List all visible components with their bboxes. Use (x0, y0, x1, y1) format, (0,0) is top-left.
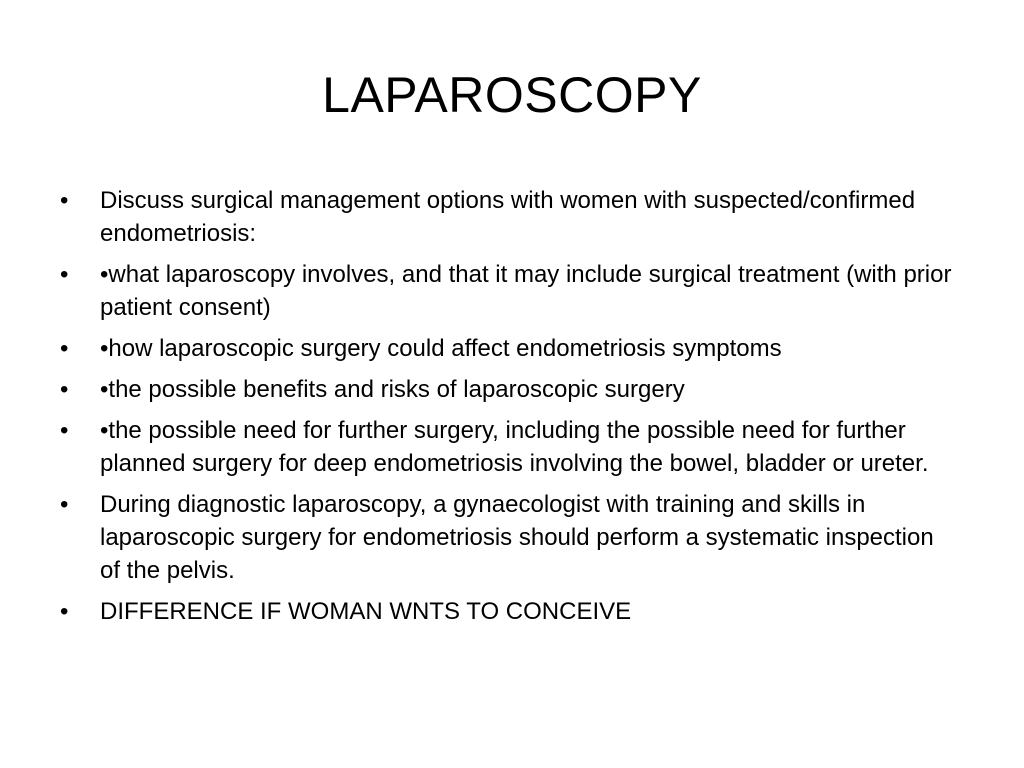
list-item (60, 184, 960, 250)
bullet-text: DIFFERENCE IF WOMAN WNTS TO CONCEIVE (100, 598, 632, 625)
bullet-text: •the possible benefits and risks of laparoscopic surgery (100, 376, 685, 403)
bullet-text: During diagnostic laparoscopy, a gynaecologist with training and skills in laparoscopic surgery for endometriosis should perform a systematic inspection of the pelvis. (100, 491, 934, 584)
bullet-icon: • (60, 261, 69, 288)
list-item (60, 332, 960, 365)
bullet-text: •the possible need for further surgery, including the possible need for further planned surgery for deep endometriosis involving the bowel, bladder or ureter. (100, 417, 929, 477)
bullet-icon: • (60, 417, 69, 444)
list-item (60, 414, 960, 480)
bullet-text: Discuss surgical management options with women with suspected/confirmed endometriosis: (100, 187, 916, 247)
list-item (60, 488, 960, 587)
list-item (60, 258, 960, 324)
bullet-icon: • (60, 598, 69, 625)
bullet-text: •how laparoscopic surgery could affect endometriosis symptoms (100, 335, 782, 362)
bullet-text: •what laparoscopy involves, and that it may include surgical treatment (with prior patient consent) (100, 261, 952, 321)
bullet-icon: • (60, 491, 69, 518)
bullet-icon: • (60, 376, 69, 403)
list-item (60, 373, 960, 406)
slide-title: LAPAROSCOPY (322, 67, 702, 123)
bullet-list (60, 184, 960, 636)
list-item (60, 595, 960, 628)
bullet-icon: • (60, 335, 69, 362)
bullet-icon: • (60, 187, 69, 214)
